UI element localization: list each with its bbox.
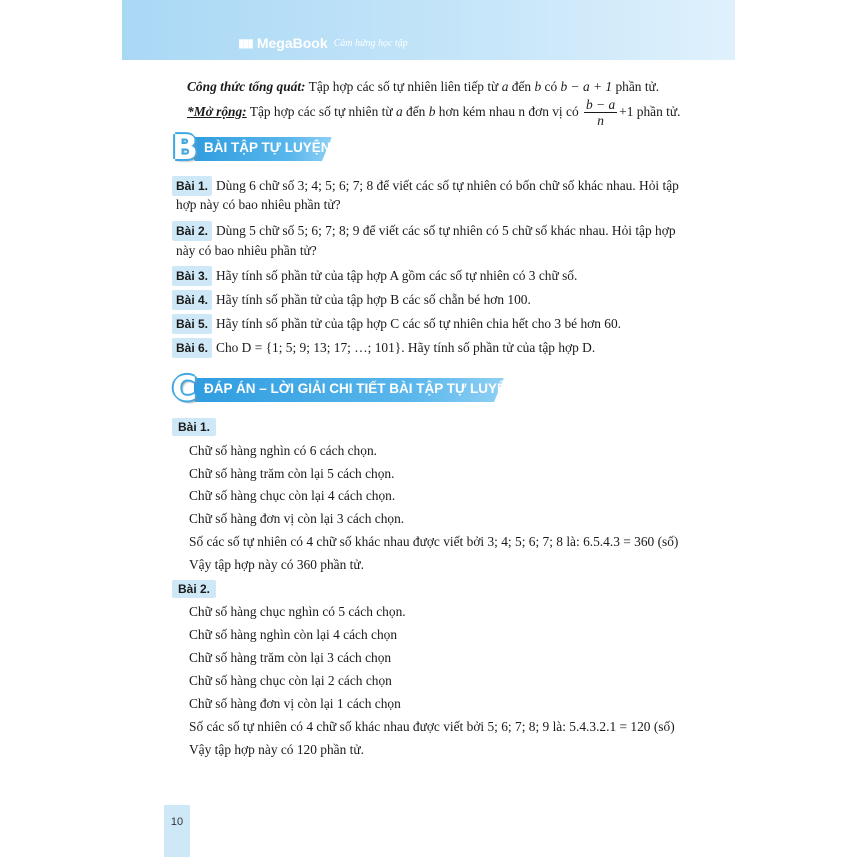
brand-logo (238, 33, 408, 53)
section-b-heading (172, 130, 332, 166)
formula-text: phần tử. (615, 79, 660, 94)
var-a: a (501, 79, 509, 94)
megabook-logo-icon: ▮▮▮ (238, 36, 252, 50)
exercise-text: Dùng 5 chữ số 5; 6; 7; 8; 9 để viết các số tự nhiên có 5 chữ số khác nhau. Hỏi tập hợp (216, 223, 676, 238)
exercise-2 (172, 221, 676, 241)
exercise-label: Bài 6. (172, 338, 212, 358)
solution-2-line: Vậy tập hợp này có 120 phần tử. (189, 742, 364, 757)
section-b-letter: B (172, 128, 198, 168)
solution-2-label: Bài 2. (172, 580, 216, 598)
solution-2-line: Chữ số hàng chục nghìn có 5 cách chọn. (189, 604, 406, 619)
exercise-text: Cho D = {1; 5; 9; 13; 17; …; 101}. Hãy tính số phần tử của tập hợp D. (216, 340, 596, 355)
formula-expression: b − a + 1 (560, 79, 613, 94)
exercise-4 (172, 290, 531, 310)
exercise-1 (172, 176, 679, 196)
solution-2-line: Chữ số hàng chục còn lại 2 cách chọn (189, 673, 392, 688)
solution-1-line: Số các số tự nhiên có 4 chữ số khác nhau được viết bởi 3; 4; 5; 6; 7; 8 là: 6.5.4.3 = 360 (số) (189, 534, 679, 549)
section-c-title: ĐÁP ÁN – LỜI GIẢI CHI TIẾT BÀI TẬP TỰ LUYỆN (204, 381, 516, 396)
formula-text: Tập hợp các số tự nhiên từ (249, 104, 393, 119)
exercise-label: Bài 1. (172, 176, 212, 196)
extend-formula-line (187, 97, 680, 128)
solution-1-line: Vậy tập hợp này có 360 phần tử. (189, 557, 364, 572)
formula-text: hơn kém nhau n đơn vị có (438, 104, 579, 119)
solution-2-line: Chữ số hàng nghìn còn lại 4 cách chọn (189, 627, 398, 642)
solution-1-line: Chữ số hàng trăm còn lại 5 cách chọn. (189, 466, 395, 481)
solution-2-line: Chữ số hàng đơn vị còn lại 1 cách chọn (189, 696, 401, 711)
exercise-6 (172, 338, 595, 358)
var-b: b (534, 79, 542, 94)
exercise-label: Bài 3. (172, 266, 212, 286)
exercise-3 (172, 266, 577, 286)
solution-1-label: Bài 1. (172, 418, 216, 436)
exercise-label: Bài 2. (172, 221, 212, 241)
section-c-heading (172, 369, 516, 409)
page-number-tab (164, 805, 190, 857)
exercise-text: Hãy tính số phần tử của tập hợp C các số tự nhiên chia hết cho 3 bé hơn 60. (216, 316, 622, 331)
solution-1-line: Chữ số hàng nghìn có 6 cách chọn. (189, 443, 377, 458)
section-c-letter: C (172, 369, 197, 409)
formula-text: có (544, 79, 558, 94)
brand-slogan: Cảm hứng học tập (333, 37, 408, 49)
exercise-text: Hãy tính số phần tử của tập hợp A gồm các số tự nhiên có 3 chữ số. (216, 268, 578, 283)
general-formula-label: Công thức tổng quát: (187, 79, 306, 94)
formula-text: phần tử. (636, 104, 681, 119)
exercise-text: Hãy tính số phần tử của tập hợp B các số chẵn bé hơn 100. (216, 292, 531, 307)
exercise-5 (172, 314, 621, 334)
exercise-text: Dùng 6 chữ số 3; 4; 5; 6; 7; 8 để viết các số tự nhiên có bốn chữ số khác nhau. Hỏi tập (216, 178, 679, 193)
solution-2-line: Chữ số hàng trăm còn lại 3 cách chọn (189, 650, 392, 665)
formula-plus-one: +1 (619, 104, 634, 119)
var-a: a (395, 104, 403, 119)
var-b: b (428, 104, 436, 119)
exercise-label: Bài 5. (172, 314, 212, 334)
page-header (122, 0, 735, 60)
extend-formula-label: *Mở rộng: (187, 104, 247, 119)
solution-1-line: Chữ số hàng đơn vị còn lại 3 cách chọn. (189, 511, 405, 526)
formula-text: đến (406, 104, 426, 119)
brand-name: MegaBook (256, 35, 328, 51)
fraction-denominator: n (597, 113, 604, 129)
solution-1-line: Chữ số hàng chục còn lại 4 cách chọn. (189, 488, 396, 503)
page-number: 10 (170, 816, 184, 828)
fraction (584, 97, 617, 128)
exercise-1-cont: hợp này có bao nhiêu phần tử? (176, 197, 341, 212)
exercise-2-cont: này có bao nhiêu phần tử? (176, 243, 317, 258)
formula-text: đến (511, 79, 532, 94)
fraction-numerator: b − a (586, 97, 616, 113)
general-formula-line (187, 78, 659, 96)
solution-2-line: Số các số tự nhiên có 4 chữ số khác nhau được viết bởi 5; 6; 7; 8; 9 là: 5.4.3.2.1 = 120 (số) (189, 719, 675, 734)
formula-text: Tập hợp các số tự nhiên liên tiếp từ (308, 79, 499, 94)
section-b-title: BÀI TẬP TỰ LUYỆN (204, 140, 331, 155)
exercise-label: Bài 4. (172, 290, 212, 310)
